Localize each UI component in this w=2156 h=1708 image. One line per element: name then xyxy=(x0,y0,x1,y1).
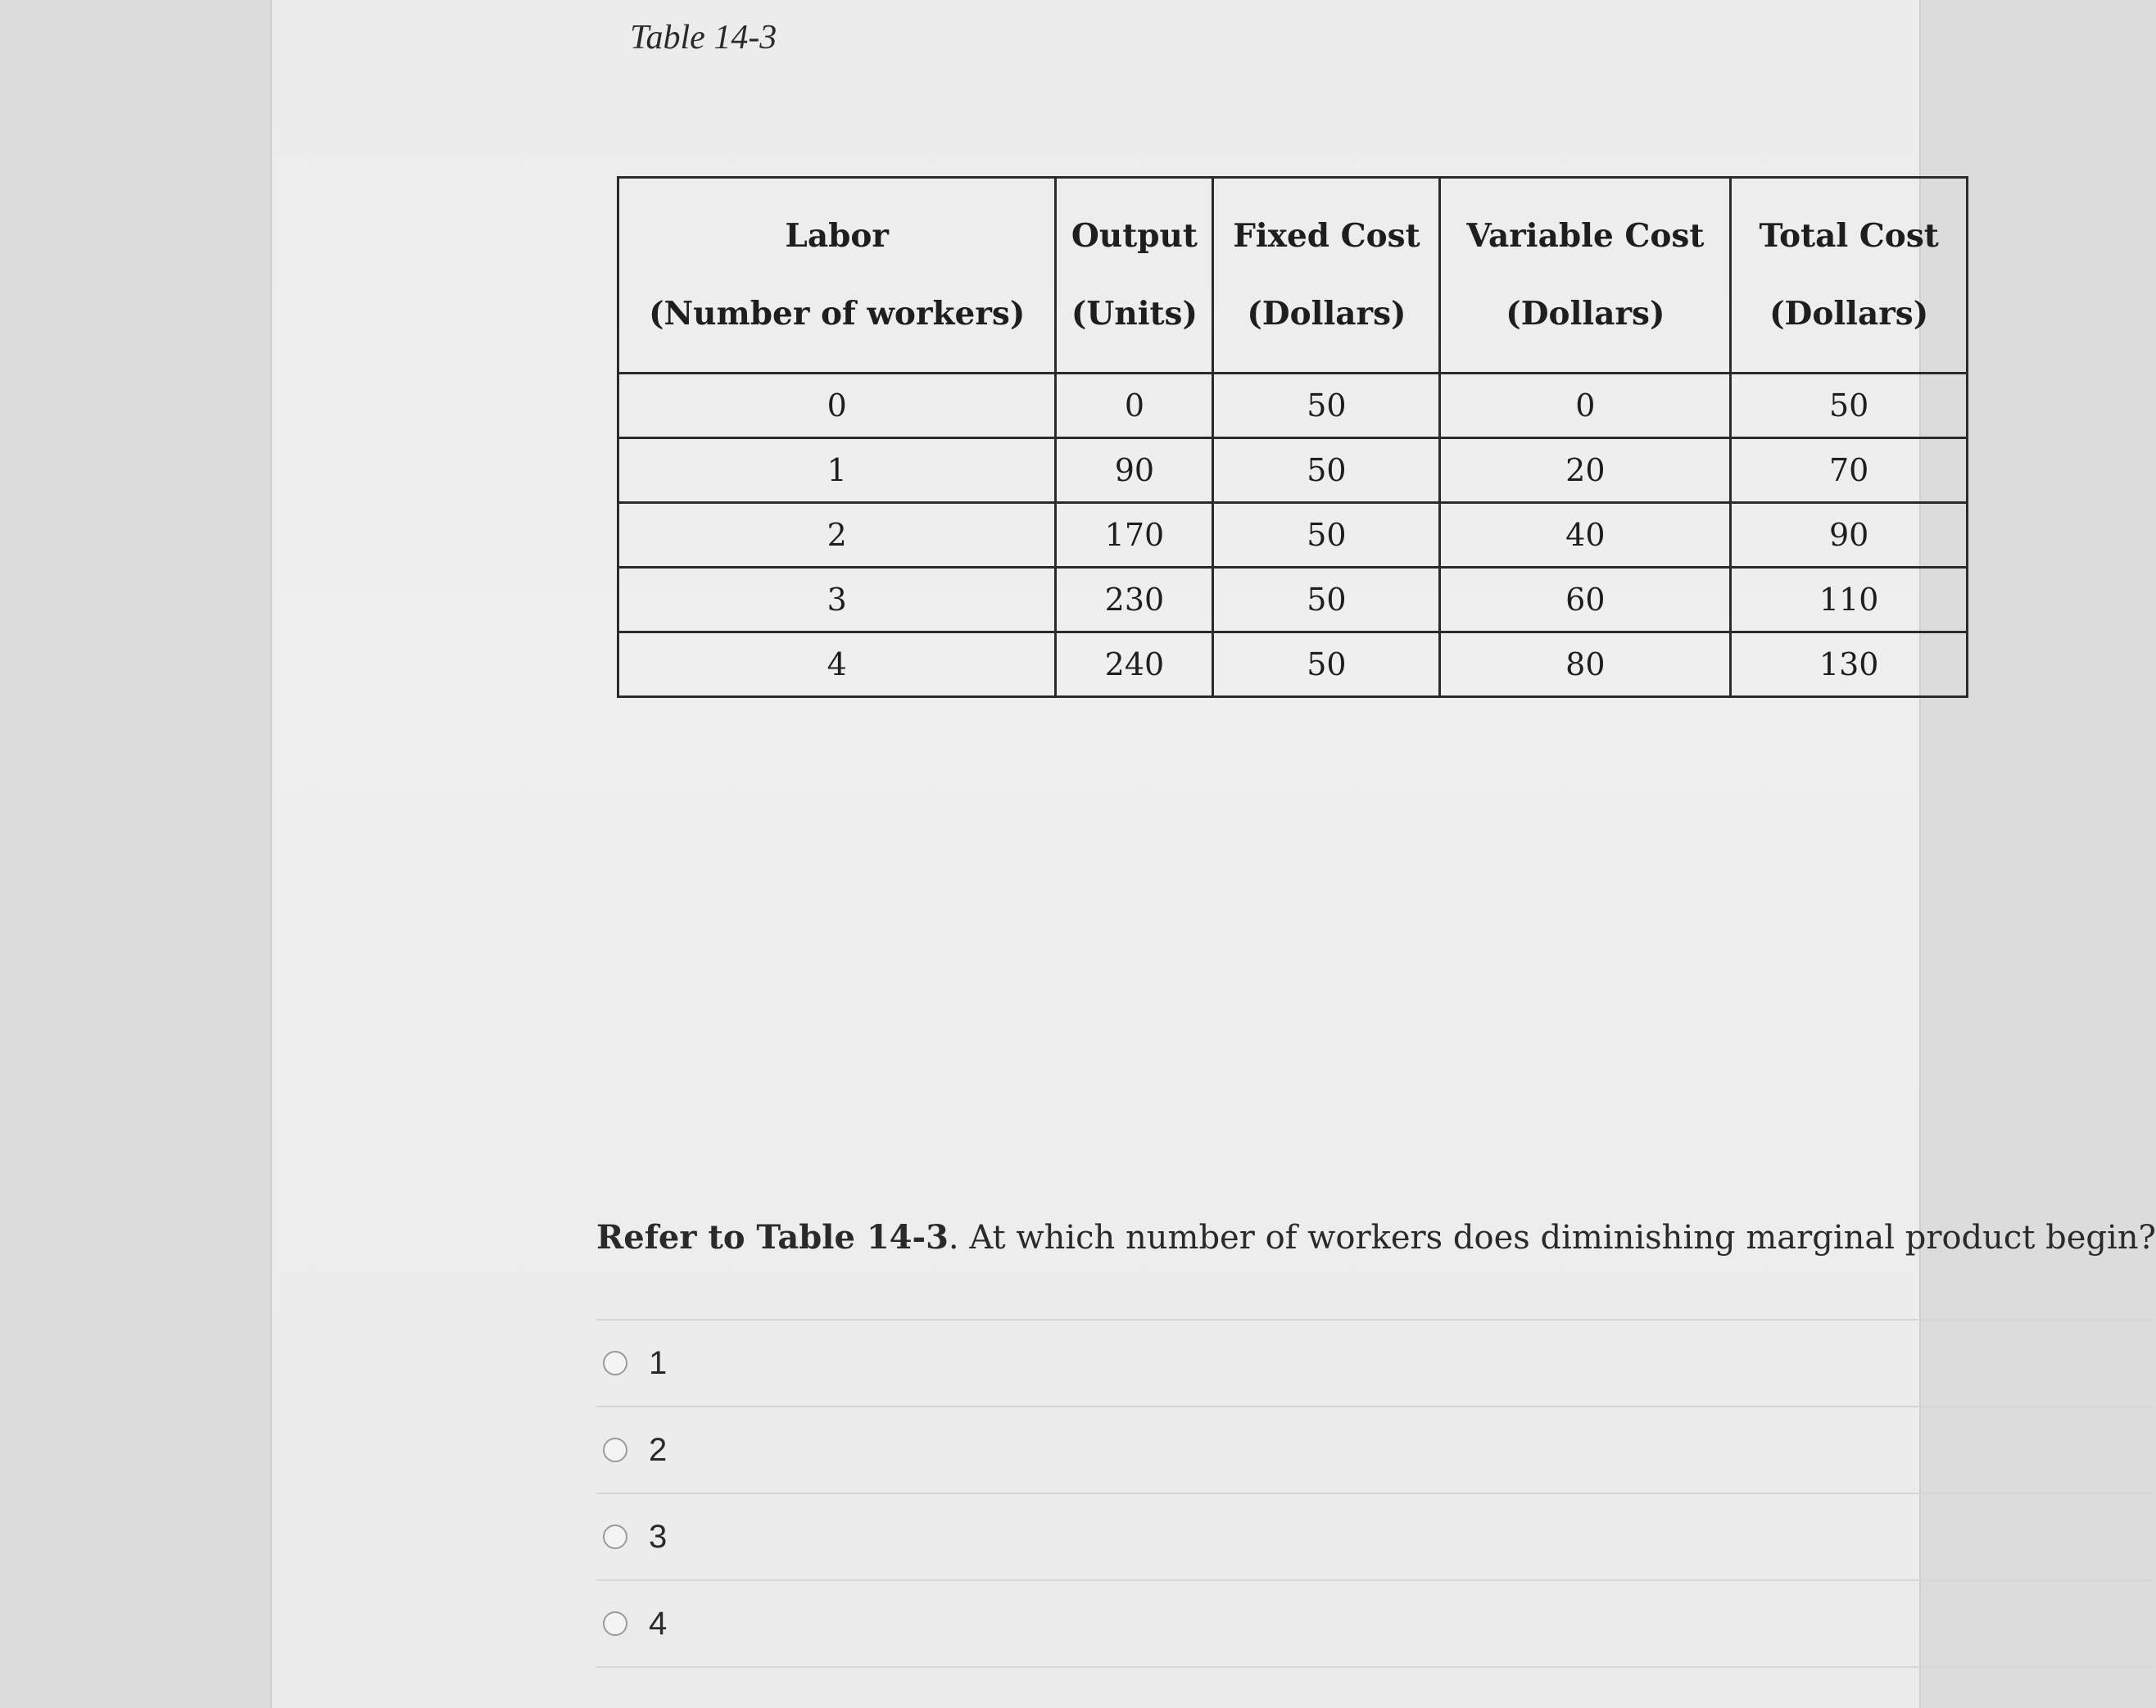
radio-button-icon[interactable] xyxy=(603,1611,627,1636)
cell-labor: 4 xyxy=(618,632,1056,697)
header-fixed-cost xyxy=(1213,178,1440,374)
header-variable-cost xyxy=(1440,178,1731,374)
header-labor-unit: (Number of workers) xyxy=(649,295,1026,333)
cell-fixed-cost: 50 xyxy=(1213,503,1440,568)
cell-labor: 3 xyxy=(618,568,1056,632)
cell-fixed-cost: 50 xyxy=(1213,568,1440,632)
header-fixed-cost-title: Fixed Cost xyxy=(1233,217,1420,255)
cost-table xyxy=(617,176,1968,698)
table-row xyxy=(618,374,1968,438)
question-reference: Refer to Table 14-3 xyxy=(596,1218,949,1257)
header-fixed-cost-unit: (Dollars) xyxy=(1247,295,1406,333)
table-row xyxy=(618,438,1968,503)
cell-output: 230 xyxy=(1056,568,1213,632)
cell-fixed-cost: 50 xyxy=(1213,632,1440,697)
cell-output: 170 xyxy=(1056,503,1213,568)
radio-button-icon[interactable] xyxy=(603,1525,627,1549)
header-variable-cost-unit: (Dollars) xyxy=(1506,295,1665,333)
header-total-cost-unit: (Dollars) xyxy=(1769,295,1929,333)
header-output-unit: (Units) xyxy=(1071,295,1198,333)
cell-total-cost: 130 xyxy=(1731,632,1968,697)
question-text xyxy=(596,1218,2156,1257)
header-labor xyxy=(618,178,1056,374)
table-row xyxy=(618,632,1968,697)
cell-output: 240 xyxy=(1056,632,1213,697)
answer-option-label: 3 xyxy=(649,1518,668,1555)
header-total-cost xyxy=(1731,178,1968,374)
table-header-row xyxy=(618,178,1968,374)
table-row xyxy=(618,503,1968,568)
cell-total-cost: 110 xyxy=(1731,568,1968,632)
table-row xyxy=(618,568,1968,632)
header-total-cost-title: Total Cost xyxy=(1759,217,1939,255)
header-output-title: Output xyxy=(1071,217,1198,255)
answer-option[interactable] xyxy=(596,1493,2153,1579)
answer-option-label: 2 xyxy=(649,1431,668,1468)
cell-labor: 0 xyxy=(618,374,1056,438)
radio-button-icon[interactable] xyxy=(603,1351,627,1375)
table-title: Table 14-3 xyxy=(630,19,777,57)
answer-options xyxy=(596,1319,2153,1668)
answer-option[interactable] xyxy=(596,1579,2153,1668)
answer-option[interactable] xyxy=(596,1406,2153,1493)
header-variable-cost-title: Variable Cost xyxy=(1466,217,1705,255)
answer-option[interactable] xyxy=(596,1319,2153,1406)
cell-output: 0 xyxy=(1056,374,1213,438)
cell-output: 90 xyxy=(1056,438,1213,503)
cell-fixed-cost: 50 xyxy=(1213,374,1440,438)
cell-labor: 2 xyxy=(618,503,1056,568)
answer-option-label: 4 xyxy=(649,1605,668,1642)
answer-option-label: 1 xyxy=(649,1344,668,1381)
header-output xyxy=(1056,178,1213,374)
cell-variable-cost: 40 xyxy=(1440,503,1731,568)
cell-variable-cost: 0 xyxy=(1440,374,1731,438)
cell-variable-cost: 20 xyxy=(1440,438,1731,503)
cell-total-cost: 70 xyxy=(1731,438,1968,503)
cell-fixed-cost: 50 xyxy=(1213,438,1440,503)
radio-button-icon[interactable] xyxy=(603,1438,627,1462)
quiz-page xyxy=(270,0,2156,1708)
header-labor-title: Labor xyxy=(785,217,889,255)
cell-labor: 1 xyxy=(618,438,1056,503)
cell-variable-cost: 80 xyxy=(1440,632,1731,697)
cell-variable-cost: 60 xyxy=(1440,568,1731,632)
question-body: . At which number of workers does diminishing marginal product begin? xyxy=(948,1219,2156,1257)
cell-total-cost: 50 xyxy=(1731,374,1968,438)
cell-total-cost: 90 xyxy=(1731,503,1968,568)
